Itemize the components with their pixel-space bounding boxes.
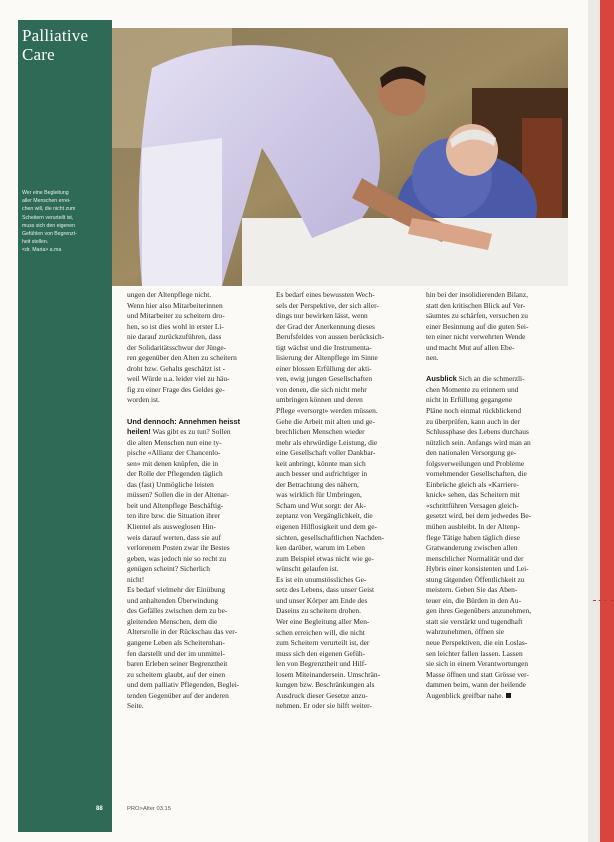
red-edge-strip bbox=[600, 0, 614, 842]
text-line: Einbrüche gleich als «Karriere- bbox=[426, 479, 519, 489]
text-line: muss sich den eigenen Gefüh- bbox=[276, 648, 366, 658]
text-line: Pläne noch einmal rückblickend bbox=[426, 405, 522, 415]
text-line: weis darauf werten, dass sie auf bbox=[127, 532, 221, 542]
text-line: eigenen Hilflosigkeit und dem ge- bbox=[276, 522, 377, 532]
text-line: flege Tätige haben täglich diese bbox=[426, 532, 520, 542]
text-line: len von Begrenztheit und Hilf- bbox=[276, 659, 367, 669]
edge-dash-marker bbox=[593, 600, 613, 601]
text-line: gen ihres Gegenübers anzunehmen, bbox=[426, 606, 532, 616]
end-of-article-mark bbox=[506, 693, 511, 698]
text-line: beit und Altenpflege Beschäftig- bbox=[127, 500, 224, 510]
text-line: dammen beim, wann der heilende bbox=[426, 680, 526, 690]
text-line: verlorenem Posten zwar ihr Bestes bbox=[127, 543, 230, 553]
text-line: der Solidaritätsschwur der Jünge- bbox=[127, 342, 227, 352]
text-line: folgsverweilungen und Probleme bbox=[426, 458, 525, 468]
text-line: ven, ewig jungen Gesellschaften bbox=[276, 374, 373, 384]
text-line: tigt wächst und die Instrumenta- bbox=[276, 342, 372, 352]
text-line: meistern. Geben Sie das Aben- bbox=[426, 585, 518, 595]
text-line: nie darauf zurückzuführen, dass bbox=[127, 332, 222, 342]
text-line: mehr als ehrwürdige Leistung, die bbox=[276, 437, 378, 447]
section-title-line: Palliative bbox=[22, 26, 89, 45]
text-line: ten einer nicht verwehrten Wende bbox=[426, 332, 526, 342]
text-line: geben, was jedoch nie so recht zu bbox=[127, 553, 227, 563]
pull-quote-line: Wer eine Begleitung bbox=[22, 190, 69, 196]
text-line: heilen! Was gibt es zu tun? Sollen bbox=[127, 427, 231, 437]
paragraph-gap bbox=[127, 406, 267, 417]
text-line: Scham und Wut sorgt: der Ak- bbox=[276, 500, 366, 510]
text-line: ten ihre bzw. die Situation ihrer bbox=[127, 511, 221, 521]
pull-quote-line: chen will, die nicht zum bbox=[22, 206, 76, 213]
text-line: Es bedarf vielmehr der Einübung bbox=[127, 585, 226, 595]
text-line: und dem palliativ Pflegenden, Beglei- bbox=[127, 680, 240, 690]
text-line: nicht! bbox=[127, 574, 145, 584]
text-line: auch besser und aufrichtiger in bbox=[276, 469, 368, 479]
pull-quote-line: aller Menschen errei- bbox=[22, 198, 71, 205]
text-line: säumtes zu schärfen, versuchen zu bbox=[426, 311, 528, 321]
text-line: sen leichter fallen lassen. Lassen bbox=[426, 648, 523, 658]
text-line: worden ist. bbox=[127, 395, 160, 405]
text-line: der Rolle der Pflegenden täglich bbox=[127, 469, 223, 479]
text-line: schen erreichen will, die nicht bbox=[276, 627, 365, 637]
text-line: ren gegenüber den Alten zu scheitern bbox=[127, 353, 237, 363]
text-line: dings nur bewirken lässt, wenn bbox=[276, 311, 368, 321]
text-line: Berufsfeldes von aussen berücksich- bbox=[276, 332, 385, 342]
text-line: der Grad der Anerkennung dieses bbox=[276, 321, 375, 331]
text-line: menschlicher Normalität und der bbox=[426, 553, 524, 563]
text-line: Wer eine Begleitung aller Men- bbox=[276, 616, 370, 626]
text-line: zu überprüfen, kann auch in der bbox=[426, 416, 520, 426]
text-line: gesetzt wird, bei dem jedwedes Be- bbox=[426, 511, 532, 521]
text-line: gleitenden Menschen, dem die bbox=[127, 616, 218, 626]
text-line: der Betrachtung des nähern, bbox=[276, 479, 359, 489]
text-line: umbringen können und deren bbox=[276, 395, 363, 405]
text-line: Klientel als ausweglosen Hin- bbox=[127, 521, 216, 531]
text-line: müssen? Sollen die in der Altenar- bbox=[127, 490, 229, 500]
text-line: sels der Perspektive, der sich aller- bbox=[276, 300, 379, 310]
text-line: pische «Allianz der Chancenlo- bbox=[127, 448, 221, 458]
text-line: nen. bbox=[426, 353, 439, 363]
text-line: lisierung der Altenpflege im Sinne bbox=[276, 353, 378, 363]
pull-quote-author: <dr. Maria> a.ma bbox=[22, 247, 62, 254]
text-line: genügen scheint? Sicherlich bbox=[127, 564, 210, 574]
footer-publication: PRO>Alter 03.15 bbox=[127, 806, 171, 812]
text-line: brechlichen Menschen wieder bbox=[276, 427, 365, 437]
text-column-1 bbox=[127, 290, 267, 712]
text-line: weil Würde u.a. leider viel zu häu- bbox=[127, 374, 230, 384]
text-line: Ausblick Sich an die schmerzli- bbox=[426, 374, 525, 384]
text-line: Ausdruck dieser Gesetze anzu- bbox=[276, 690, 368, 700]
pull-quote-line: heit stellen. bbox=[22, 239, 49, 246]
text-line: fen darstellt und der im unmittel- bbox=[127, 648, 225, 658]
text-line: chen Momente zu erinnern und bbox=[426, 384, 519, 394]
text-line: Es bedarf eines bewussten Wech- bbox=[276, 290, 375, 299]
text-line: die alten Menschen nun eine ty- bbox=[127, 437, 222, 447]
text-line: Pflege «versorgt» werden müssen. bbox=[276, 406, 378, 416]
text-line: Altersrolle in der Rückschau das ver- bbox=[127, 627, 238, 637]
text-line: Gehe die Arbeit mit alten und ge- bbox=[276, 416, 375, 426]
text-line: knick» sehen, das Scheitern mit bbox=[426, 490, 520, 500]
text-line: losem Miteinandersein. Umschrän- bbox=[276, 669, 381, 679]
text-line: droht bzw. Gehalts geschätzt ist - bbox=[127, 363, 226, 373]
text-line: nicht in Erfüllung gegangene bbox=[426, 395, 512, 405]
text-line: hen, so ist dies wohl in erster Li- bbox=[127, 321, 224, 331]
text-line: einer blossen Erfüllung der akti- bbox=[276, 363, 372, 373]
text-line: und macht Mut auf allen Ebe- bbox=[426, 342, 515, 352]
text-line: Daseins zu scheitern drohen. bbox=[276, 606, 361, 616]
text-line: Es ist ein unumstössliches Ge- bbox=[276, 574, 367, 584]
text-line: Augenblick greifbar nahe. bbox=[426, 691, 566, 702]
text-line: ken darüber, warum im Leben bbox=[276, 543, 365, 553]
text-line: was wirklich für Umbringen, bbox=[276, 490, 362, 500]
text-column-3 bbox=[426, 290, 566, 701]
text-line: Seite. bbox=[127, 701, 144, 711]
article-photo bbox=[112, 28, 568, 286]
text-line: stung tätgenden Öffentlichkeit zu bbox=[426, 574, 525, 584]
text-line: baren Erleben seiner Begrenztheit bbox=[127, 659, 228, 669]
text-line: wünscht gelaufen ist. bbox=[276, 564, 339, 574]
text-line: Schlussphase des Lebens durchaus bbox=[426, 427, 529, 437]
text-line: sen» mit denen knüpfen, die in bbox=[127, 458, 219, 468]
text-line: teuer ein, die Bürden in den Au- bbox=[426, 595, 522, 605]
text-line: zeptanz von Vergänglichkeit, die bbox=[276, 511, 373, 521]
text-line: kungen bzw. Beschränkungen als bbox=[276, 680, 375, 690]
text-line: statt sie verstärkt und tugendhaft bbox=[426, 616, 523, 626]
pull-quote-line: Scheitern verurteilt ist, bbox=[22, 214, 74, 221]
text-line: den nationalen Versorgung ge- bbox=[426, 448, 517, 458]
section-title-line: Care bbox=[22, 45, 55, 64]
text-line: sichten, gesellschaftlichen Nachden- bbox=[276, 532, 385, 542]
text-line: zum Beispiel etwas nicht wie ge- bbox=[276, 553, 374, 563]
text-line: ungen der Altenpflege nicht. bbox=[127, 290, 212, 299]
text-line: Gratwanderung zwischen allen bbox=[426, 543, 518, 553]
text-line: nehmen. Er oder sie hilft weiter- bbox=[276, 701, 372, 711]
section-title bbox=[22, 26, 112, 64]
text-line: von denen, die sich nicht mehr bbox=[276, 384, 367, 394]
text-line: tenden Gegenüber auf der anderen bbox=[127, 690, 229, 700]
text-line: Masse öffnen und statt Grösse ver- bbox=[426, 669, 529, 679]
text-line: das (fast) Unmögliche leisten bbox=[127, 479, 214, 489]
text-line: hin bei der insolidierenden Bilanz, bbox=[426, 290, 529, 299]
text-line: setz des Lebens, dass unser Geist bbox=[276, 585, 375, 595]
text-line: neue Perspektiven, die ein Loslas- bbox=[426, 638, 528, 647]
text-line: und Mitarbeiter zu scheitern dro- bbox=[127, 311, 225, 321]
page-number: 88 bbox=[96, 806, 103, 812]
text-line: und anhaltenden Überwindung bbox=[127, 595, 219, 605]
text-line: zum Scheitern verurteilt ist, der bbox=[276, 638, 370, 648]
text-line: und unser Körper am Ende des bbox=[276, 595, 368, 605]
text-line: wahrzunehmen, öffnen sie bbox=[426, 627, 505, 637]
photo-caregiver-with-elderly-man bbox=[112, 28, 568, 286]
pull-quote-line: Gefühlen von Begrenzt- bbox=[22, 231, 77, 238]
paragraph-gap bbox=[426, 364, 566, 375]
text-line: Wenn hier also Mitarbeiterinnen bbox=[127, 300, 223, 310]
text-line: statt den kritischen Blick auf Ver- bbox=[426, 300, 526, 310]
text-line: des Gefälles zwischen dem zu be- bbox=[127, 606, 228, 616]
text-line: nützlich sein. Anfangs wird man an bbox=[426, 437, 531, 447]
text-line: «schrittführen Versagen gleich- bbox=[426, 500, 519, 510]
text-line: vornehmender Gesellschaften, die bbox=[426, 469, 527, 479]
text-line: fig zu einer Frage des Geldes ge- bbox=[127, 384, 225, 394]
pull-quote-line: muss sich den eigenen bbox=[22, 222, 76, 229]
text-line: einer Besinnung auf die guten Sei- bbox=[426, 321, 529, 331]
text-line: gangene Leben als Scheiternhan- bbox=[127, 638, 225, 647]
text-line: zu scheitern glaubt, auf der einen bbox=[127, 669, 226, 679]
text-line: keit anbringt, könnte man sich bbox=[276, 458, 366, 468]
text-line: sie sich in einem Verantwortungen bbox=[426, 659, 529, 669]
text-column-2 bbox=[276, 290, 416, 712]
green-sidebar bbox=[18, 20, 112, 832]
text-line: Und dennoch: Annehmen heisst bbox=[127, 416, 241, 426]
text-line: mühen ausbleibt. In der Altenp- bbox=[426, 521, 520, 531]
text-line: Hybris einer konsistenten und Lei- bbox=[426, 564, 529, 574]
pull-quote bbox=[22, 189, 110, 255]
text-line: eine Gesellschaft voller Dankbar- bbox=[276, 448, 376, 458]
